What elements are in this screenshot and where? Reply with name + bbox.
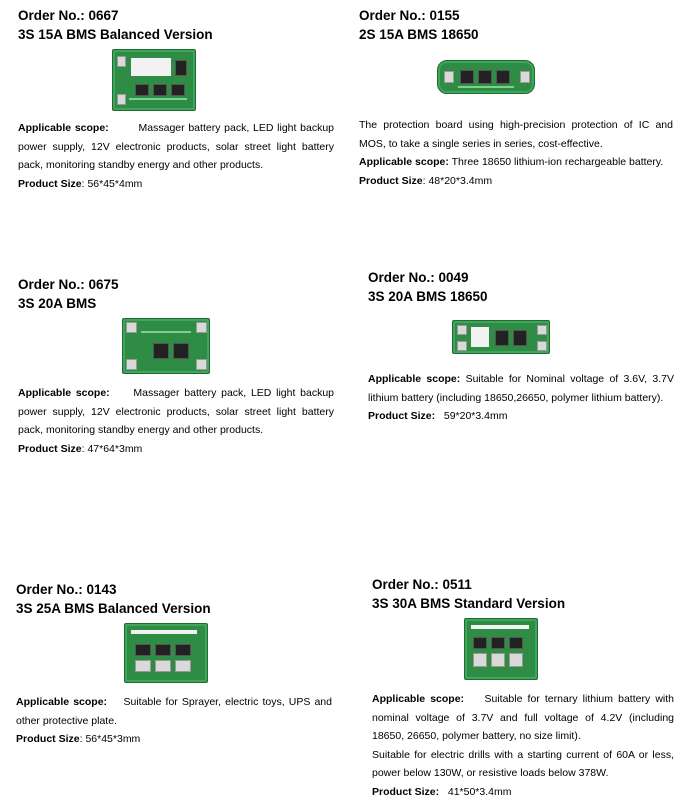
- product-title: 3S 20A BMS: [18, 296, 97, 311]
- size-value: : 56*45*4mm: [81, 177, 143, 190]
- product-card-0143: [16, 580, 332, 749]
- product-card-0667: [18, 6, 334, 193]
- product-image: [124, 623, 208, 683]
- size-label: Product Size:: [372, 785, 440, 798]
- intro-text: The protection board using high-precision protection of IC and MOS, to take a single series in series, cost-effective.: [359, 119, 673, 150]
- product-size: [18, 175, 334, 194]
- scope-label: Applicable scope:: [18, 122, 109, 134]
- applicable-scope: [18, 384, 334, 440]
- product-card-0675: [18, 275, 334, 458]
- product-title: 3S 25A BMS Balanced Version: [16, 601, 211, 616]
- product-size: [18, 440, 334, 459]
- product-size: [16, 730, 332, 749]
- applicable-scope: [16, 693, 332, 730]
- product-size: [372, 783, 674, 802]
- order-number: Order No.: 0675: [18, 277, 119, 292]
- scope-text: Suitable for ternary lithium battery with nominal voltage of 3.7V and full voltage of 4.2V (including 18650, 26650, polymer battery, no size limit).: [372, 693, 675, 742]
- product-image: [437, 60, 535, 94]
- extra-text: Suitable for electric drills with a starting current of 60A or less, power below 130W, or resistive loads below 378W.: [372, 748, 674, 779]
- order-number: Order No.: 0511: [372, 577, 472, 592]
- product-size: [359, 172, 673, 191]
- size-value: 59*20*3.4mm: [443, 410, 508, 422]
- applicable-scope: [359, 153, 673, 172]
- scope-label: Applicable scope:: [368, 373, 461, 385]
- scope-label: Applicable scope:: [372, 693, 465, 705]
- product-title: 3S 15A BMS Balanced Version: [18, 27, 213, 42]
- size-value: : 47*64*3mm: [81, 442, 143, 455]
- size-value: 41*50*3.4mm: [447, 785, 512, 798]
- product-title: 3S 30A BMS Standard Version: [372, 596, 566, 611]
- product-image: [452, 320, 550, 354]
- scope-label: Applicable scope:: [18, 387, 110, 399]
- scope-text: Massager battery pack, LED light backup power supply, 12V electronic products, solar street light battery pack, monitoring standby energy and other products.: [18, 122, 335, 171]
- size-label: Product Size: [18, 442, 82, 455]
- order-number: Order No.: 0155: [359, 8, 460, 23]
- product-card-0155: [359, 6, 673, 190]
- scope-text: Massager battery pack, LED light backup power supply, 12V electronic products, solar street light battery pack, monitoring standby energy and other products.: [18, 387, 334, 436]
- scope-label: Applicable scope:: [16, 696, 108, 708]
- order-number: Order No.: 0143: [16, 582, 117, 597]
- product-image: [122, 318, 210, 374]
- size-label: Product Size: [18, 177, 82, 190]
- applicable-scope: [18, 119, 334, 175]
- product-title: 3S 20A BMS 18650: [368, 289, 488, 304]
- order-number: Order No.: 0667: [18, 8, 119, 23]
- product-size: [368, 407, 674, 426]
- product-image: [464, 618, 538, 680]
- applicable-scope: [368, 370, 674, 407]
- product-image: [112, 49, 196, 111]
- order-number: Order No.: 0049: [368, 270, 469, 285]
- product-title: 2S 15A BMS 18650: [359, 27, 479, 42]
- size-label: Product Size: [16, 733, 80, 745]
- product-card-0511: [372, 575, 674, 801]
- product-card-0049: [368, 268, 674, 426]
- size-value: : 56*45*3mm: [79, 733, 141, 745]
- scope-text: Three 18650 lithium-ion rechargeable battery.: [451, 156, 664, 168]
- size-value: : 48*20*3.4mm: [422, 174, 493, 187]
- scope-text: Suitable for Nominal voltage of 3.6V, 3.7V lithium battery (including 18650,26650, polymer lithium battery).: [368, 373, 675, 404]
- applicable-scope: [372, 690, 674, 746]
- scope-text: Suitable for Sprayer, electric toys, UPS and other protective plate.: [16, 696, 332, 727]
- scope-label: Applicable scope:: [359, 156, 449, 168]
- size-label: Product Size: [359, 174, 423, 187]
- size-label: Product Size:: [368, 410, 436, 422]
